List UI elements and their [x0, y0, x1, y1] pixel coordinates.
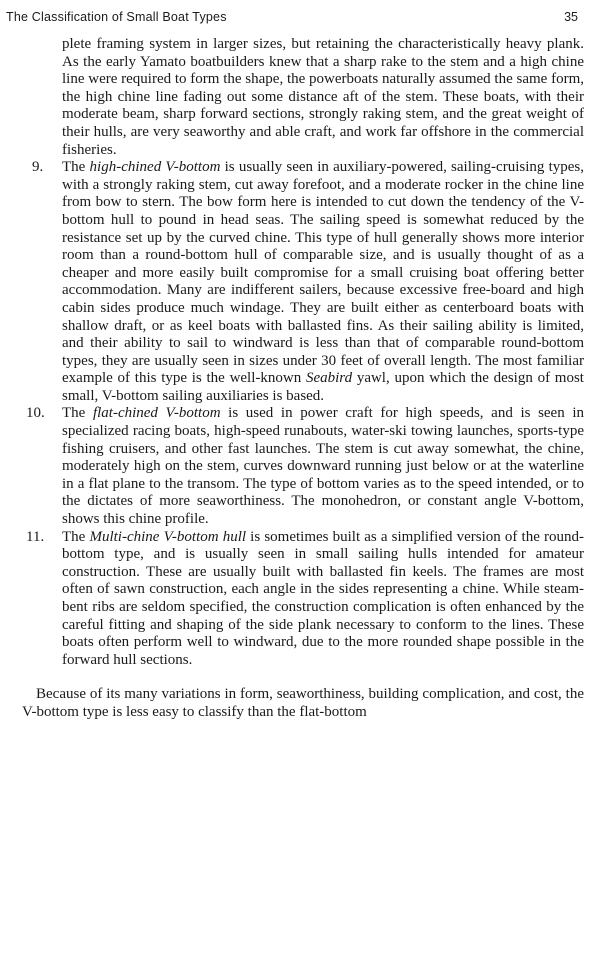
- item-text-continued: yawl, upon which the design of most small, V-bottom sailing auxiliaries is based.: [62, 370, 584, 404]
- list-item-9: [32, 159, 584, 405]
- item-text: is sometimes built as a simplified version of the round-bottom type, and is usually seen in small sailing hulls intended for amateur construction. These are usually built with ballasted fin keels. The frames are most often of sawn construction, each angle in the sides representing a chine. While steam-bent ribs are seldom specified, the construction complication is often enhanced by the careful fitting and shaping of the side plank necessary to conform to the lines. These boats often perform well to windward, due to the more rounded shape possible in the forward hull sections.: [62, 528, 584, 668]
- item-lead: The: [62, 405, 93, 422]
- list-item-11: [26, 528, 584, 670]
- item-term: Multi-chine V-bottom hull: [89, 528, 247, 545]
- boat-name: Seabird: [305, 370, 353, 387]
- page-body: [0, 36, 600, 722]
- item-lead: The: [62, 528, 90, 545]
- item-text: is usually seen in auxiliary-powered, sailing-cruising types, with a strongly raking stem, cut away forefoot, and a moderate rocker in the chine line from bow to stern. The bow form here is intended to cut down the tendency of the V-bottom hull to pound in head seas. The sailing speed is somewhat reduced by the resistance set up by the curved chine. This type of hull generally shows more interior room than a round-bottom hull of comparable size, and is usually thought of as a cheaper and more easily built compromise for a small cruising boat offering better accommodation. Many are indifferent sailers, because excessive free-board and high cabin sides produce much windage. They are built either as centerboard boats with shallow draft, or as keel boats with ballasted fins. As their sailing ability is limited, and their ability to sail to windward is less than that of comparable round-bottom types, they are usually seen in sizes under 30 feet of overall length. The most familiar example of this type is the well-known: [62, 159, 584, 387]
- continuation-paragraph: plete framing system in larger sizes, but retaining the characteristically heavy plank. As the early Yamato boatbuilders knew that a sharp rake to the stem and a high chine line were required to form the shape, the powerboats naturally assumed the same form, the high chine line fading out some distance aft of the stem. These boats, with their moderate beam, sharp forward sections, strongly raking stem, and the great weight of their hulls, are very seaworthy and able craft, and work far offshore in the commercial fisheries.: [62, 36, 584, 158]
- list-number: 9.: [32, 159, 44, 176]
- page-header: [0, 10, 600, 26]
- closing-paragraph: Because of its many variations in form, seaworthiness, building complication, and cost, the V-bottom type is less easy to classify than the flat-bottom: [22, 686, 584, 720]
- item-lead: The: [62, 159, 90, 176]
- list-number: 10.: [26, 405, 45, 422]
- item-term: high-chined V-bottom: [89, 159, 221, 176]
- list-item-10: [26, 405, 585, 528]
- item-text: is used in power craft for high speeds, and is seen in specialized racing boats, high-speed runabouts, water-ski towing launches, sports-type fishing cruisers, and other fast launches. The stem is cut away somewhat, the chine, moderately high on the stem, curves downward running just below or at the waterline in a flat plane to the transom. The type of bottom varies as to the speed intended, or to the dictates of more seaworthiness. The monohedron, or constant angle V-bottom, shows this chine profile.: [62, 405, 585, 528]
- page-number: 35: [564, 10, 578, 24]
- item-term: flat-chined V-bottom: [92, 405, 221, 422]
- list-number: 11.: [26, 528, 45, 545]
- running-title: The Classification of Small Boat Types: [6, 10, 227, 24]
